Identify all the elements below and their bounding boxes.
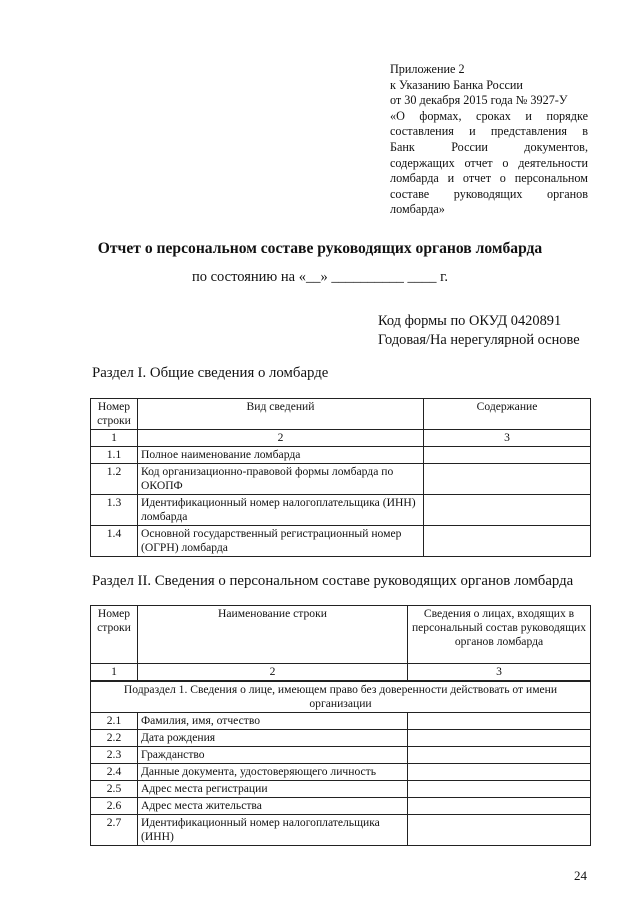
table-row [91,730,591,747]
section1-title: Раздел I. Общие сведения о ломбарде [92,365,329,381]
row-value-cell[interactable] [424,495,591,526]
column-number: 1 [91,430,138,447]
table-row [91,713,591,730]
subsection-row [91,681,591,713]
header-row-number: Номер строки [91,399,138,430]
row-number: 2.1 [91,713,138,730]
row-value-cell[interactable] [424,526,591,557]
row-value-cell[interactable] [408,781,591,798]
row-number: 1.1 [91,447,138,464]
row-number: 1.3 [91,495,138,526]
row-value-cell[interactable] [424,464,591,495]
appendix-line: «О формах, сроках и порядке [390,108,588,123]
subsection-title: Подраздел 1. Сведения о лице, имеющем право без доверенности действовать от имени организации [91,681,591,713]
row-value-cell[interactable] [408,730,591,747]
document-title: Отчет о персональном составе руководящих органов ломбарда [97,240,543,257]
row-number: 1.2 [91,464,138,495]
row-number: 1.4 [91,526,138,557]
table-row [91,747,591,764]
row-value-cell[interactable] [424,447,591,464]
table-row [91,447,591,464]
row-value-cell[interactable] [408,747,591,764]
column-number: 1 [91,664,138,682]
appendix-line: к Указанию Банка России [390,77,523,92]
header-row-number: Номер строки [91,606,138,664]
row-number: 2.3 [91,747,138,764]
column-number: 2 [138,430,424,447]
section1-table [90,398,591,557]
page-number: 24 [574,868,587,883]
row-number: 2.5 [91,781,138,798]
table-row [91,781,591,798]
appendix-header [390,62,588,218]
appendix-line: составления и представления в [390,124,588,139]
table-header-row [91,606,591,664]
column-number: 2 [138,664,408,682]
table-column-numbers [91,664,591,682]
table-row [91,764,591,781]
appendix-line: ломбарда» [390,202,445,217]
appendix-line: ломбарда и отчет о персональном [390,171,588,186]
section2-title: Раздел II. Сведения о персональном составе руководящих органов ломбарда [92,573,574,589]
row-label: Код организационно-правовой формы ломбарда по ОКОПФ [138,464,424,495]
row-label: Идентификационный номер налогоплательщика (ИНН) [138,815,408,846]
table-header-row [91,399,591,430]
row-label: Адрес места регистрации [138,781,408,798]
row-value-cell[interactable] [408,798,591,815]
header-row-name: Наименование строки [138,606,408,664]
report-date-line: по состоянию на «__» __________ ____ г. [191,269,448,285]
row-label: Адрес места жительства [138,798,408,815]
row-number: 2.4 [91,764,138,781]
row-value-cell[interactable] [408,815,591,846]
appendix-line: содержащих отчет о деятельности [390,155,588,170]
okud-code: Код формы по ОКУД 0420891 [378,313,562,329]
table-row [91,464,591,495]
row-label: Полное наименование ломбарда [138,447,424,464]
header-content: Содержание [424,399,591,430]
appendix-line: составе руководящих органов [390,186,588,201]
form-code-block [378,312,580,350]
table-row [91,495,591,526]
row-label: Идентификационный номер налогоплательщика (ИНН) ломбарда [138,495,424,526]
row-value-cell[interactable] [408,713,591,730]
appendix-line: от 30 декабря 2015 года № 3927-У [390,93,568,108]
periodicity: Годовая/На нерегулярной основе [378,332,580,348]
row-number: 2.2 [91,730,138,747]
table-row [91,526,591,557]
row-number: 2.7 [91,815,138,846]
table-row [91,798,591,815]
row-label: Основной государственный регистрационный номер (ОГРН) ломбарда [138,526,424,557]
table-column-numbers [91,430,591,447]
row-number: 2.6 [91,798,138,815]
header-persons-info: Сведения о лицах, входящих в персональный состав руководящих органов ломбарда [408,606,591,664]
row-label: Данные документа, удостоверяющего личность [138,764,408,781]
appendix-line: Приложение 2 [390,62,465,76]
appendix-line: Банк России документов, [390,139,588,154]
row-value-cell[interactable] [408,764,591,781]
header-info-type: Вид сведений [138,399,424,430]
column-number: 3 [424,430,591,447]
section2-table [90,605,591,846]
table-row [91,815,591,846]
row-label: Дата рождения [138,730,408,747]
row-label: Гражданство [138,747,408,764]
row-label: Фамилия, имя, отчество [138,713,408,730]
column-number: 3 [408,664,591,682]
